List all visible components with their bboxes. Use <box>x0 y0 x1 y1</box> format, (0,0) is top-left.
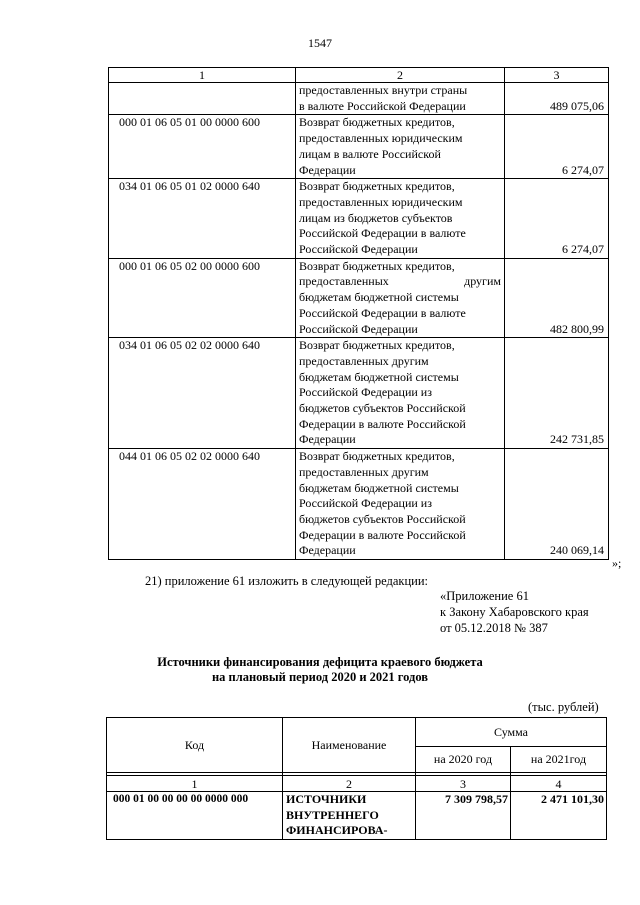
row-name <box>296 179 505 259</box>
name-line: ФИНАНСИРОВА- <box>286 823 388 837</box>
row-code: 034 01 06 05 02 02 0000 640 <box>109 338 296 449</box>
name-line: Федерации <box>299 543 356 558</box>
column-number-4: 4 <box>511 776 607 792</box>
row-value: 482 800,99 <box>505 258 609 338</box>
name-line: предоставленных другим <box>299 274 501 289</box>
name-line: Возврат бюджетных кредитов, <box>299 115 455 130</box>
name-line: предоставленных юридическим <box>299 131 463 146</box>
row-code: 034 01 06 05 01 02 0000 640 <box>109 179 296 259</box>
row-value-2021: 2 471 101,30 <box>511 792 607 840</box>
name-line: Российской Федерации в валюте <box>299 226 466 241</box>
name-line: бюджетов субъектов Российской <box>299 401 466 416</box>
name-line: Возврат бюджетных кредитов, <box>299 449 455 464</box>
header-2021: на 2021год <box>511 747 607 773</box>
table-row <box>107 792 607 840</box>
table-row <box>109 449 609 560</box>
row-code: 044 01 06 05 02 02 0000 640 <box>109 449 296 560</box>
table-header-row <box>107 718 607 747</box>
row-value: 489 075,06 <box>505 83 609 115</box>
name-line: Федерации <box>299 162 356 177</box>
name-line: Возврат бюджетных кредитов, <box>299 179 455 194</box>
row-code: 000 01 06 05 02 00 0000 600 <box>109 258 296 338</box>
name-line: ВНУТРЕННЕГО <box>286 807 379 822</box>
document-title <box>0 655 640 685</box>
name-line: Российской Федерации <box>299 242 418 257</box>
name-line: Российской Федерации из <box>299 496 432 511</box>
name-line: бюджетов субъектов Российской <box>299 511 466 526</box>
name-line: Российской Федерации <box>299 321 418 336</box>
amendment-instruction: 21) приложение 61 изложить в следующей редакции: <box>145 574 428 588</box>
name-line: бюджетам бюджетной системы <box>299 290 459 305</box>
name-line: Российской Федерации из <box>299 385 432 400</box>
title-line: на плановый период 2020 и 2021 годов <box>211 670 429 684</box>
column-number-2: 2 <box>283 776 416 792</box>
header-sum: Сумма <box>416 718 607 747</box>
header-name: Наименование <box>283 718 416 773</box>
name-line: лицам из бюджетов субъектов <box>299 210 453 225</box>
column-number-1: 1 <box>109 68 296 83</box>
row-value: 6 274,07 <box>505 115 609 179</box>
table-row <box>109 258 609 338</box>
appendix-line: «Приложение 61 <box>440 589 529 603</box>
table-row <box>109 179 609 259</box>
name-line: Возврат бюджетных кредитов, <box>299 258 455 273</box>
row-value: 242 731,85 <box>505 338 609 449</box>
unit-note: (тыс. рублей) <box>528 700 599 714</box>
header-code: Код <box>107 718 283 773</box>
name-line: Российской Федерации в валюте <box>299 305 466 320</box>
table-row <box>109 83 609 115</box>
row-value: 6 274,07 <box>505 179 609 259</box>
column-number-1: 1 <box>107 776 283 792</box>
name-line: предоставленных внутри страны <box>299 83 468 97</box>
name-line: лицам в валюте Российской <box>299 146 441 161</box>
name-line: в валюте Российской Федерации <box>299 98 466 113</box>
row-code: 000 01 00 00 00 00 0000 000 <box>107 792 283 840</box>
row-name <box>296 83 505 115</box>
column-number-2: 2 <box>296 68 505 83</box>
closing-quote-mark: »; <box>612 556 622 570</box>
row-name <box>283 792 416 840</box>
name-line: ИСТОЧНИКИ <box>286 792 367 806</box>
row-name <box>296 115 505 179</box>
title-line: Источники финансирования дефицита краевого бюджета <box>157 655 483 669</box>
name-line: предоставленных другим <box>299 353 429 368</box>
page-number: 1547 <box>308 36 332 50</box>
name-line: Возврат бюджетных кредитов, <box>299 338 455 353</box>
column-numbers-row <box>107 776 607 792</box>
name-line: Федерации в валюте Российской <box>299 416 466 431</box>
name-line: предоставленных другим <box>299 464 429 479</box>
row-code <box>109 83 296 115</box>
column-number-3: 3 <box>416 776 511 792</box>
row-code: 000 01 06 05 01 00 0000 600 <box>109 115 296 179</box>
sources-table-2020-2021 <box>106 717 607 840</box>
row-value: 240 069,14 <box>505 449 609 560</box>
appendix-line: от 05.12.2018 № 387 <box>440 621 548 635</box>
name-line: бюджетам бюджетной системы <box>299 369 459 384</box>
name-line: Федерации в валюте Российской <box>299 527 466 542</box>
row-value-2020: 7 309 798,57 <box>416 792 511 840</box>
column-number-3: 3 <box>505 68 609 83</box>
header-2020: на 2020 год <box>416 747 511 773</box>
table-row <box>109 338 609 449</box>
table-header-row <box>109 68 609 83</box>
table-row <box>109 115 609 179</box>
appendix-header <box>440 588 589 636</box>
sources-table-continued <box>108 67 609 560</box>
name-line: бюджетам бюджетной системы <box>299 480 459 495</box>
row-name <box>296 258 505 338</box>
name-line: предоставленных юридическим <box>299 194 463 209</box>
appendix-line: к Закону Хабаровского края <box>440 605 589 619</box>
name-line: Федерации <box>299 432 356 447</box>
row-name <box>296 449 505 560</box>
row-name <box>296 338 505 449</box>
